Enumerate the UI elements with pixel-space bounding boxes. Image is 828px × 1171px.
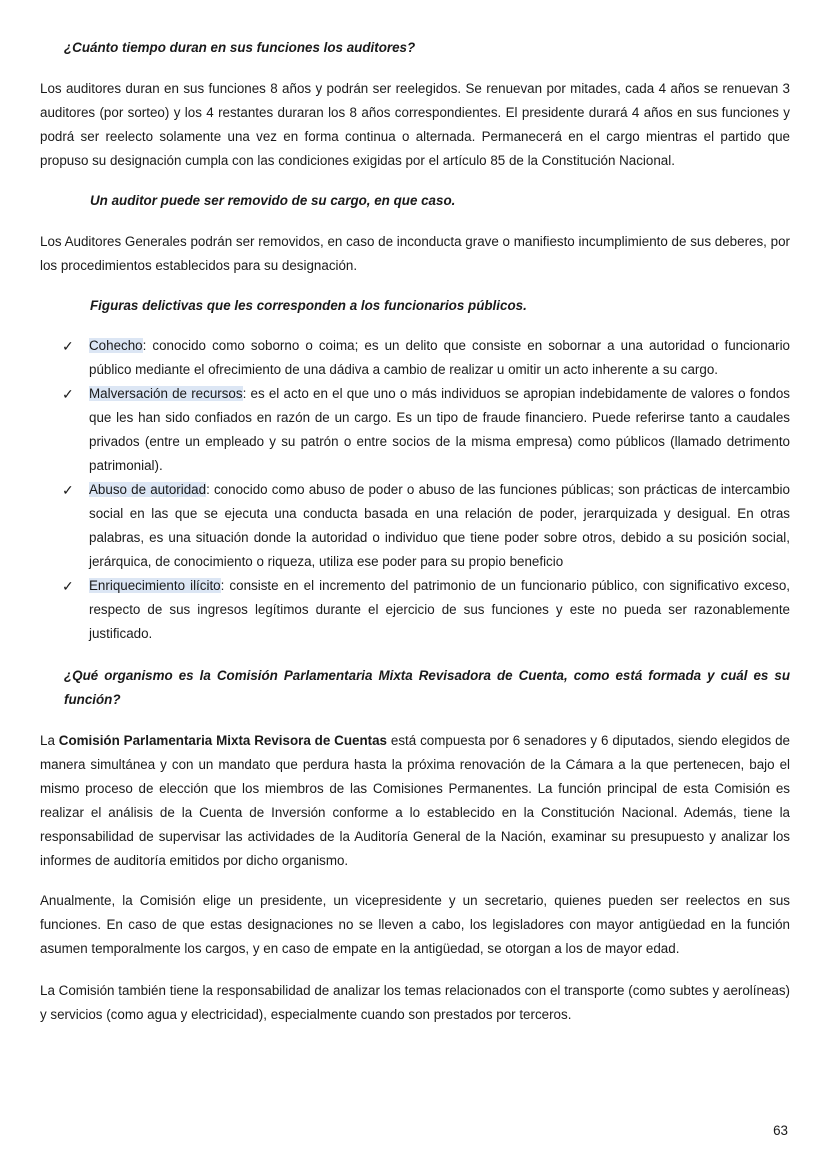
definition-malversacion: : es el acto en el que uno o más individuos se apropian indebidamente de valores o fondos que les han sido confiados en razón de un cargo. Es un tipo de fraude financiero. Puede referirse tanto a caudales privados (entre un empleado y su patrón o entre socios de la misma empresa) como públicos (llamado detrimento patrimonial). — [89, 386, 790, 473]
term-enriquecimiento: Enriquecimiento ilícito — [89, 578, 221, 593]
question-heading-duration: ¿Cuánto tiempo duran en sus funciones los auditores? — [64, 40, 416, 55]
term-malversacion: Malversación de recursos — [89, 386, 243, 401]
list-item-cohecho — [62, 334, 790, 382]
term-abuso: Abuso de autoridad — [89, 482, 207, 497]
page-number: 63 — [773, 1123, 788, 1138]
paragraph-commission-officers: Anualmente, la Comisión elige un presidente, un vicepresidente y un secretario, quienes pueden ser reelectos en sus funciones. En caso de que estas designaciones no se lleven a cabo, los legisladores con mayor antigüedad en la función asumen temporalmente los cargos, y en caso de empate en la antigüedad, se otorgan a los de mayor edad. — [40, 893, 790, 956]
question-heading-offenses: Figuras delictivas que les corresponden a los funcionarios públicos. — [90, 298, 527, 313]
paragraph-removal: Los Auditores Generales podrán ser removidos, en caso de inconducta grave o manifiesto incumplimiento de sus deberes, por los procedimientos establecidos para su designación. — [40, 234, 790, 273]
list-item-abuso — [62, 478, 790, 574]
definition-enriquecimiento: : consiste en el incremento del patrimonio de un funcionario público, con significativo exceso, respecto de sus ingresos legítimos durante el ejercicio de sus funciones y este no pueda ser razonablemente justificado. — [89, 578, 791, 641]
paragraph-duration: Los auditores duran en sus funciones 8 años y podrán ser reelegidos. Se renuevan por mitades, cada 4 años se renuevan 3 auditores (por sorteo) y los 4 restantes duraran los 8 años correspondientes. El presidente durará 4 años en sus funciones y podrá ser reelecto solamente una vez en forma continua o alternada. Permanecerá en el cargo mientras el partido que propuso su designación cumpla con las condiciones exigidas por el artículo 85 de la Constitución Nacional. — [40, 81, 790, 168]
list-item-enriquecimiento — [62, 574, 790, 646]
offenses-list — [62, 334, 790, 646]
definition-abuso: : conocido como abuso de poder o abuso de las funciones públicas; son prácticas de intercambio social en las que se ejecuta una conducta basada en una relación de poder, jerarquizada y desigual. En otras palabras, es una situación donde la autoridad o individuo que tiene poder sobre otros, debido a su posición social, jerárquica, de conocimiento o riqueza, utiliza ese poder para su propio beneficio — [89, 482, 790, 569]
paragraph-commission-intro: La — [40, 733, 59, 748]
term-cohecho: Cohecho — [89, 338, 143, 353]
paragraph-commission — [40, 729, 790, 873]
paragraph-commission-topics: La Comisión también tiene la responsabilidad de analizar los temas relacionados con el transporte (como subtes y aerolíneas) y servicios (como agua y electricidad), especialmente cuando son prestados por terceros. — [40, 983, 790, 1022]
checkmark-icon: ✓ — [62, 482, 74, 498]
question-heading-removal: Un auditor puede ser removido de su cargo, en que caso. — [90, 193, 456, 208]
paragraph-commission-body: está compuesta por 6 senadores y 6 diputados, siendo elegidos de manera simultánea y con un mandato que perdura hasta la próxima renovación de la Cámara a la que pertenecen, bajo el mismo proceso de elección que los miembros de las Comisiones Permanentes. La función principal de esta Comisión es realizar el análisis de la Cuenta de Inversión conforme a lo establecido en la Constitución Nacional. Además, tiene la responsabilidad de supervisar las actividades de la Auditoría General de la Nación, examinar su presupuesto y analizar los informes de auditoría emitidos por dicho organismo. — [40, 733, 790, 868]
question-heading-commission: ¿Qué organismo es la Comisión Parlamentaria Mixta Revisadora de Cuenta, como está formada y cuál es su función? — [64, 668, 790, 707]
commission-name: Comisión Parlamentaria Mixta Revisora de Cuentas — [58, 733, 388, 748]
list-item-malversacion — [62, 382, 790, 478]
checkmark-icon: ✓ — [62, 578, 74, 594]
checkmark-icon: ✓ — [62, 386, 74, 402]
checkmark-icon: ✓ — [62, 338, 74, 354]
definition-cohecho: : conocido como soborno o coima; es un delito que consiste en sobornar a una autoridad o funcionario público mediante el ofrecimiento de una dádiva a cambio de realizar u omitir un acto inherente a su cargo. — [89, 338, 790, 377]
